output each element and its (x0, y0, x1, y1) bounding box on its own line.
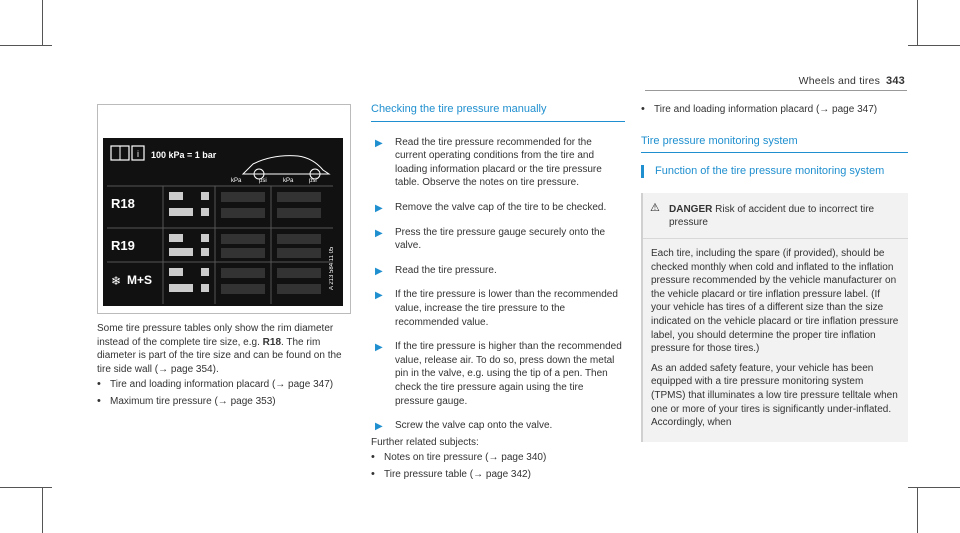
list-item: • Tire pressure table (→ page 342) (371, 468, 625, 482)
placard-unit-kpa-1: kPa (231, 178, 242, 184)
left-column (97, 322, 355, 412)
steps-list (371, 136, 625, 433)
step-item: ▶ Remove the valve cap of the tire to be checked. (375, 201, 607, 214)
danger-heading-text: Risk of accident due to incorrect tire pressure (669, 203, 875, 229)
step-item: ▶ If the tire pressure is lower than the recommended value, increase the tire pressure to the recommended value. (375, 289, 618, 328)
section-title-tpms: Tire pressure monitoring system (641, 135, 908, 154)
crop-mark (917, 487, 918, 533)
title-bar (641, 165, 644, 178)
snowflake-icon: ❄ (111, 274, 122, 288)
list-item: • Notes on tire pressure (→ page 340) (371, 451, 625, 465)
step-item: ▶ Read the tire pressure. (375, 264, 497, 277)
placard-row-r18: R18 (111, 196, 135, 211)
danger-paragraph: As an added safety feature, your vehicle has been equipped with a tire pressure monitoring system (TPMS) that illuminates a low tire pressure telltale when one or more of your tires is significantly under-inflated. Accordingly, when (651, 362, 898, 429)
crop-mark (42, 487, 43, 533)
further-subjects-label: Further related subjects: (371, 436, 479, 448)
step-item: ▶ Screw the valve cap onto the valve. (375, 420, 553, 433)
list-item: • Maximum tire pressure (→ page 353) (97, 395, 355, 409)
placard-part-number: A 213 584 11 05 (329, 246, 335, 290)
crop-mark (917, 0, 918, 46)
step-item: ▶ If the tire pressure is higher than the recommended value, release air. To do so, press down the metal pin in the valve, e.g. using the tip of a pen. Then check the tire pressure again using the tire pressure gauge. (375, 341, 622, 407)
svg-text:i: i (137, 149, 139, 159)
placard-conversion-label: 100 kPa = 1 bar (151, 150, 217, 160)
middle-column (371, 103, 625, 484)
placard-unit-psi-1: psi (259, 178, 267, 184)
intro-paragraph: Some tire pressure tables only show the rim diameter instead of the complete tire size, e.g. R18. The rim diameter is part of the tire size and can be found on the tire side wall (→ page 354). (97, 323, 342, 375)
danger-heading (643, 193, 908, 239)
placard-unit-psi-2: psi (309, 178, 317, 184)
placard-row-ms: M+S (127, 273, 153, 287)
step-arrow-icon: ▶ (375, 202, 383, 214)
danger-paragraph: Each tire, including the spare (if provided), should be checked monthly when cold and inflated to the inflation pressure recommended by the vehicle manufacturer on the vehicle placard or tire inflation pressure label. (If your vehicle has tires of a different size than the size indicated on the vehicle placard or tire inflation pressure label, you should determine the proper tire inflation pressure for those tires.) (651, 247, 899, 355)
header-section: Wheels and tires (798, 75, 881, 87)
danger-box (641, 193, 908, 442)
further-subjects-list (371, 451, 625, 481)
warning-triangle-icon: ⚠ (650, 201, 660, 214)
page-number: 343 (886, 75, 905, 87)
tire-placard-figure (97, 104, 351, 314)
step-arrow-icon: ▶ (375, 265, 383, 277)
function-title: Function of the tire pressure monitoring system (641, 165, 908, 179)
crop-mark (0, 487, 52, 488)
list-item: • Tire and loading information placard (→ page 347) (97, 378, 355, 392)
danger-body (643, 239, 908, 442)
right-bullet-list (641, 103, 908, 117)
placard-row-r19: R19 (111, 238, 135, 253)
danger-label: DANGER (669, 203, 713, 215)
placard-unit-kpa-2: kPa (283, 178, 294, 184)
step-arrow-icon: ▶ (375, 421, 383, 433)
crop-mark (42, 0, 43, 46)
crop-mark (0, 45, 52, 46)
step-arrow-icon: ▶ (375, 137, 383, 149)
step-arrow-icon: ▶ (375, 290, 383, 302)
step-item: ▶ Press the tire pressure gauge securely onto the valve. (375, 226, 606, 252)
step-arrow-icon: ▶ (375, 342, 383, 354)
left-bullet-list (97, 378, 355, 408)
step-item: ▶ Read the tire pressure recommended for the current operating conditions from the tire and loading information placard or the tire pressure table. Observe the notes on tire pressure. (375, 136, 602, 189)
header-rule (645, 90, 907, 91)
section-title-manual-check: Checking the tire pressure manually (371, 103, 625, 122)
right-column (641, 103, 908, 442)
tire-pressure-placard (103, 138, 343, 306)
running-header (799, 75, 905, 87)
crop-mark (908, 45, 960, 46)
step-arrow-icon: ▶ (375, 227, 383, 239)
list-item: • Tire and loading information placard (→ page 347) (641, 103, 908, 117)
crop-mark (908, 487, 960, 488)
